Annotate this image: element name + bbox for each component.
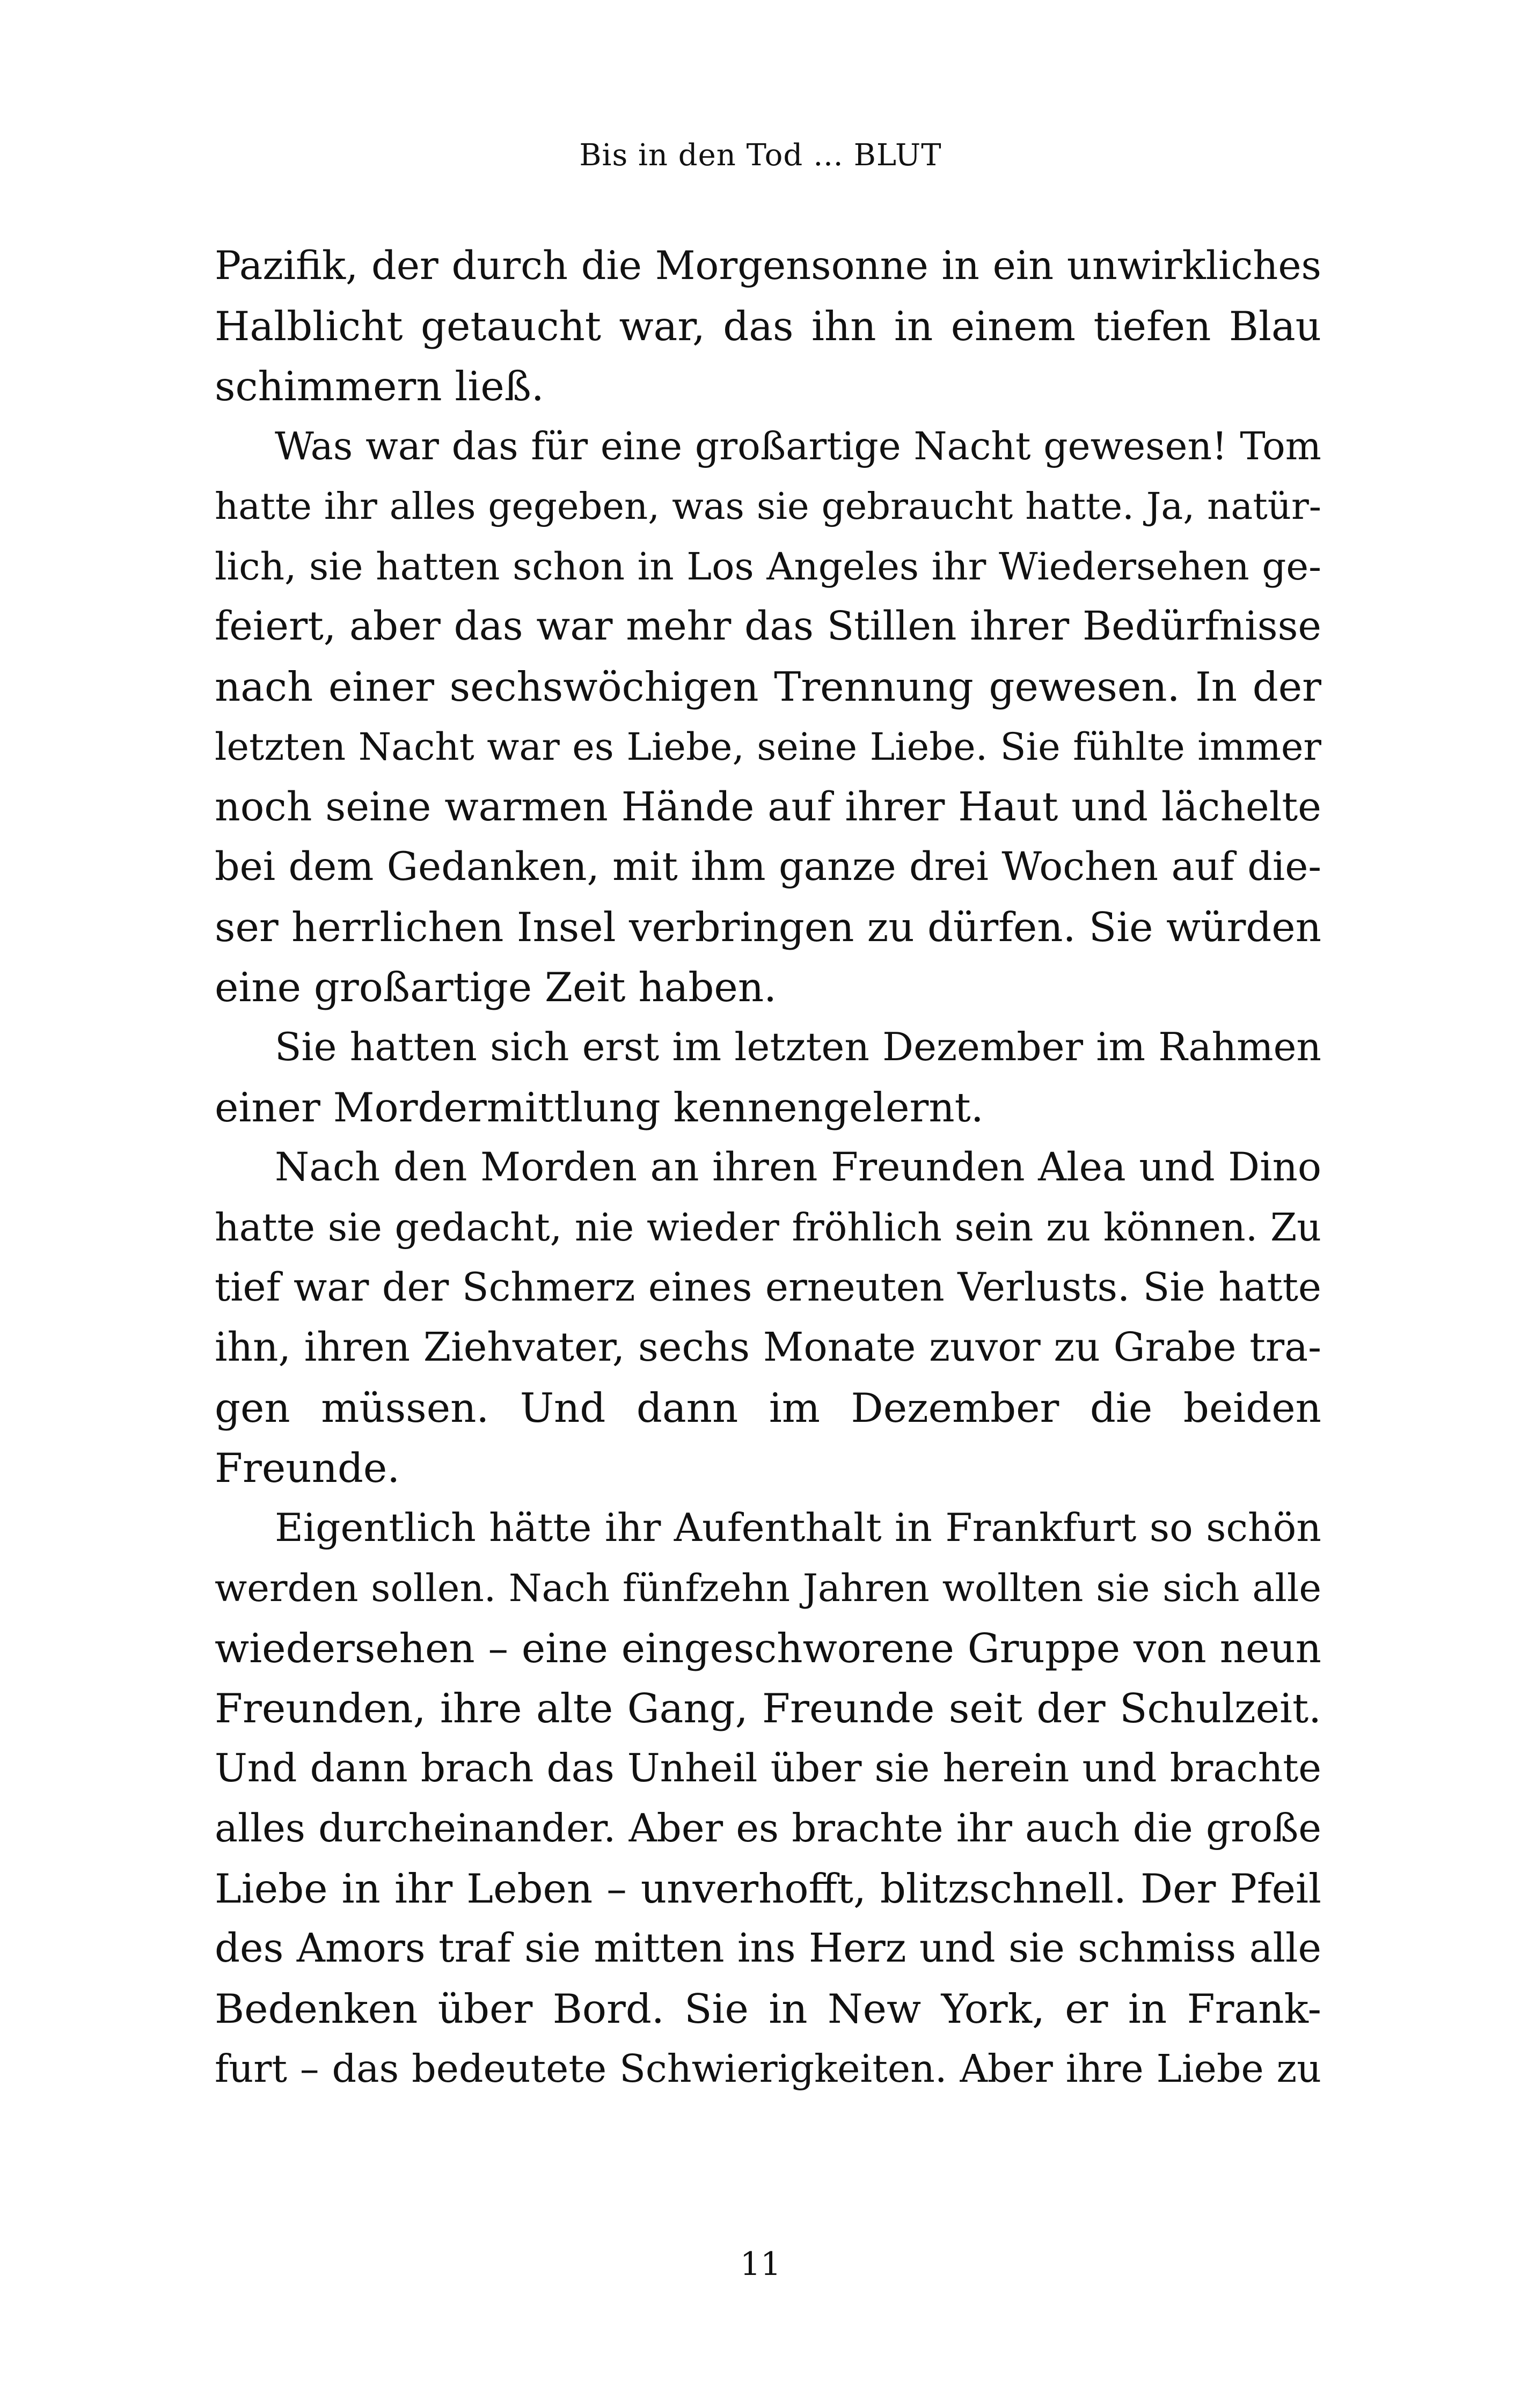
page-number: 11 [740, 2245, 781, 2283]
text-line: Freunden, ihre alte Gang, Freunde seit der Schulzeit. [215, 1685, 1321, 1732]
text-line: Sie hatten sich erst im letzten Dezember im Rahmen [275, 1025, 1321, 1070]
text-line: hatte sie gedacht, nie wieder fröhlich sein zu können. Zu [215, 1205, 1321, 1250]
text-line: letzten Nacht war es Liebe, seine Liebe. Sie fühlte immer [215, 725, 1321, 769]
text-line: Freunde. [215, 1444, 400, 1492]
running-header: Bis in den Tod … BLUT [579, 138, 942, 173]
text-line: feiert, aber das war mehr das Stillen ihrer Bedürfnisse [215, 604, 1321, 649]
text-line: nach einer sechswöchigen Trennung gewesen. In der [215, 663, 1321, 710]
text-line: einer Mordermittlung kennengelernt. [215, 1084, 984, 1131]
text-line: Was war das für eine großartige Nacht gewesen! Tom [275, 424, 1321, 468]
text-line: bei dem Gedanken, mit ihm ganze drei Wochen auf die- [215, 844, 1321, 890]
text-line: lich, sie hatten schon in Los Angeles ihr Wiedersehen ge- [215, 545, 1321, 589]
text-line: Liebe in ihr Leben – unverhofft, blitzschnell. Der Pfeil [215, 1865, 1321, 1912]
text-line: ser herrlichen Insel verbringen zu dürfen. Sie würden [215, 904, 1321, 951]
text-line: Pazifik, der durch die Morgensonne in ein unwirkliches [215, 243, 1321, 289]
text-line: ihn, ihren Ziehvater, sechs Monate zuvor zu Grabe tra- [215, 1325, 1321, 1370]
text-line: wiedersehen – eine eingeschworene Gruppe von neun [215, 1625, 1321, 1672]
text-line: gen müssen. Und dann im Dezember die beiden [215, 1384, 1321, 1431]
text-line: werden sollen. Nach fünfzehn Jahren wollten sie sich alle [215, 1566, 1321, 1610]
text-line: des Amors traf sie mitten ins Herz und sie schmiss alle [215, 1926, 1321, 1971]
text-line: Eigentlich hätte ihr Aufenthalt in Frankfurt so schön [275, 1506, 1321, 1551]
text-line: schimmern ließ. [215, 363, 544, 410]
text-line: furt – das bedeutete Schwierigkeiten. Aber ihre Liebe zu [215, 2046, 1321, 2091]
text-line: tief war der Schmerz eines erneuten Verlusts. Sie hatte [215, 1265, 1321, 1310]
text-line: hatte ihr alles gegeben, was sie gebraucht hatte. Ja, natür- [215, 485, 1321, 528]
text-line: Halblicht getaucht war, das ihn in einem tiefen Blau [215, 303, 1321, 350]
text-line: eine großartige Zeit haben. [215, 964, 777, 1011]
text-line: Und dann brach das Unheil über sie herein und brachte [215, 1746, 1321, 1791]
text-line: noch seine warmen Hände auf ihrer Haut und lächelte [215, 784, 1321, 830]
body-text [215, 236, 1321, 2099]
text-line: alles durcheinander. Aber es brachte ihr auch die große [215, 1806, 1321, 1851]
text-line: Nach den Morden an ihren Freunden Alea und Dino [275, 1144, 1321, 1190]
text-line: Bedenken über Bord. Sie in New York, er in Frank- [215, 1985, 1321, 2032]
